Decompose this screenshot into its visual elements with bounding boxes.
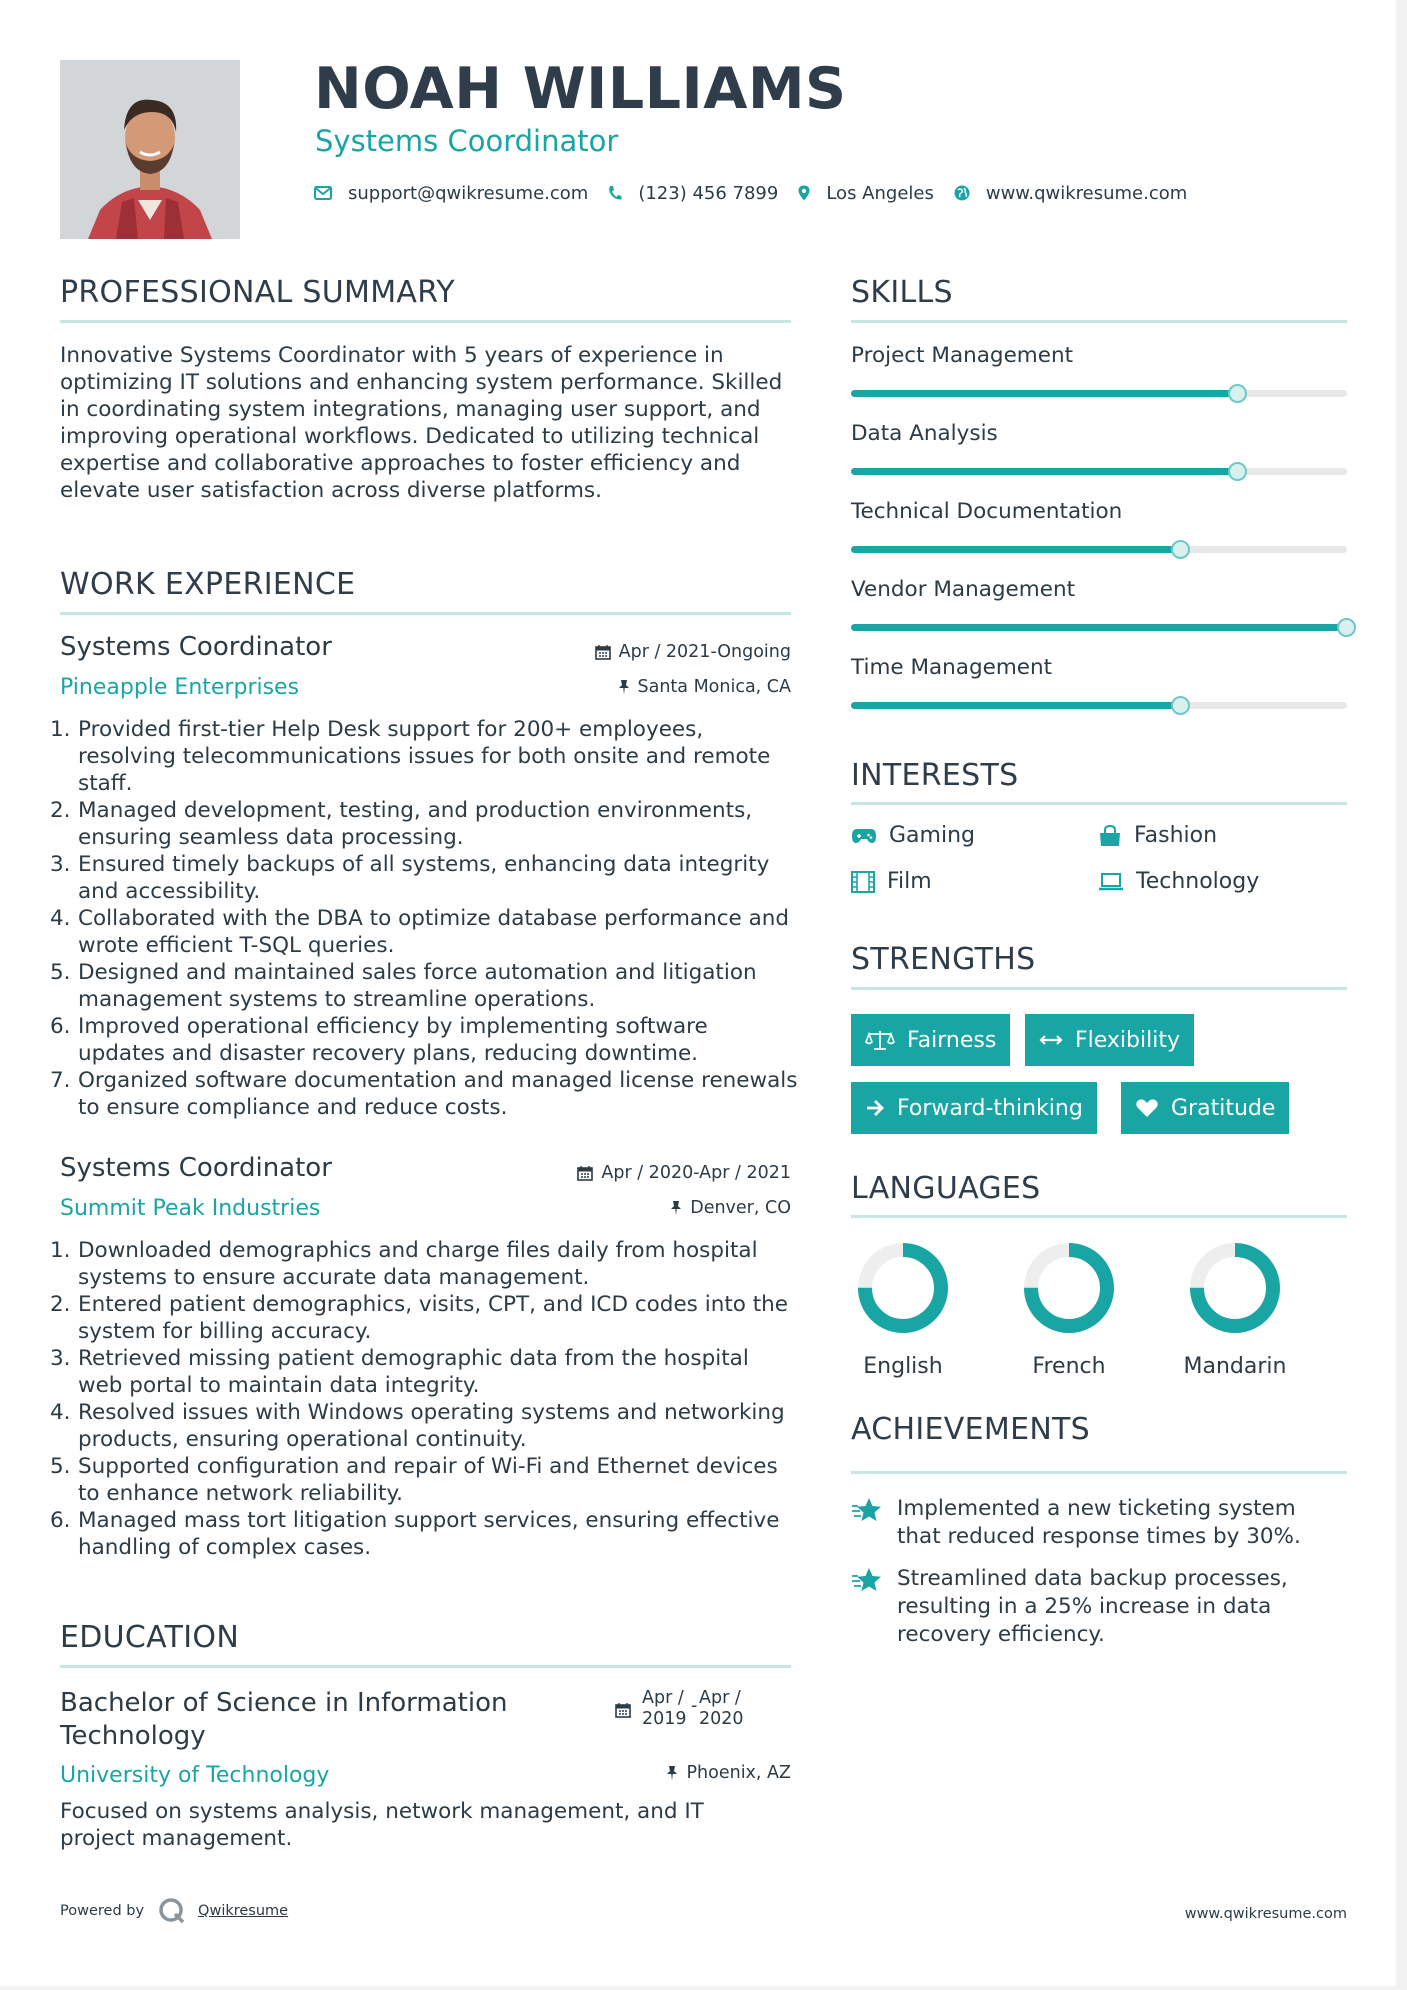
star-icon (851, 1497, 883, 1523)
achievements-heading: ACHIEVEMENTS (851, 1412, 1091, 1447)
contact-website[interactable] (954, 183, 1187, 204)
bullet-text: Entered patient demographics, visits, CPT, and ICD codes into the system for billing accuracy. (78, 1292, 789, 1344)
education-heading: EDUCATION (60, 1620, 240, 1655)
interest-label: Technology (1136, 869, 1260, 894)
calendar-icon (615, 1702, 631, 1718)
interest-label: Fashion (1134, 823, 1218, 848)
list-item: 2. Entered patient demographics, visits, CPT, and ICD codes into the system for billing accuracy. (50, 1292, 789, 1344)
contact-bar (314, 178, 1207, 208)
interest-item (1098, 869, 1259, 894)
job-dates (577, 1163, 791, 1183)
skills-divider (851, 320, 1347, 323)
qwikresume-logo-icon (158, 1897, 186, 1925)
envelope-icon (314, 186, 332, 200)
strength-badge (1121, 1082, 1289, 1134)
job-location (618, 677, 792, 697)
education-end (699, 1688, 744, 1730)
bullet-text: Ensured timely backups of all systems, enhancing data integrity and accessibility. (78, 852, 770, 904)
education-location-text: Phoenix, AZ (686, 1763, 791, 1783)
list-item: 5. Supported configuration and repair of Wi-Fi and Ethernet devices to enhance network reliability. (50, 1454, 778, 1506)
skill-label: Technical Documentation (851, 499, 1123, 524)
job-dates (595, 642, 791, 662)
education-divider (60, 1665, 791, 1668)
skill-bar-handle (1228, 462, 1247, 481)
bullet-text: Retrieved missing patient demographic data from the hospital web portal to maintain data integrity. (78, 1346, 749, 1398)
strength-badge (851, 1082, 1097, 1134)
strength-badge (851, 1014, 1010, 1066)
gamepad-icon (851, 827, 877, 845)
company-name: Summit Peak Industries (60, 1196, 321, 1221)
language-item (1180, 1242, 1290, 1379)
strengths-heading: STRENGTHS (851, 942, 1036, 977)
map-marker-icon (798, 185, 810, 201)
education-start (642, 1688, 687, 1730)
globe-icon (954, 185, 970, 201)
interest-item (851, 823, 975, 848)
candidate-title: Systems Coordinator (315, 124, 619, 158)
job-location-text: Santa Monica, CA (637, 677, 791, 697)
list-item: 6. Managed mass tort litigation support services, ensuring effective handling of complex cases. (50, 1508, 780, 1560)
language-gauge (1189, 1242, 1281, 1334)
pushpin-icon (670, 1200, 682, 1216)
job-location-text: Denver, CO (690, 1198, 791, 1218)
star-icon (851, 1567, 883, 1593)
list-item: 2. Managed development, testing, and production environments, ensuring seamless data processing. (50, 798, 753, 850)
summary-heading: PROFESSIONAL SUMMARY (60, 275, 456, 310)
list-item: 3. Retrieved missing patient demographic data from the hospital web portal to maintain data integrity. (50, 1346, 749, 1398)
language-label: French (1032, 1354, 1106, 1379)
skills-heading: SKILLS (851, 275, 953, 310)
strength-label: Flexibility (1075, 1027, 1180, 1053)
list-item: 3. Ensured timely backups of all systems, enhancing data integrity and accessibility. (50, 852, 770, 904)
film-icon (851, 871, 875, 893)
language-gauge (857, 1242, 949, 1334)
job-dates-text: Apr / 2020-Apr / 2021 (601, 1163, 791, 1183)
heart-icon (1135, 1098, 1159, 1118)
skill-bar-fill (851, 468, 1238, 475)
bullet-text: Provided first-tier Help Desk support for 200+ employees, resolving telecommunications issues for both onsite and remote staff. (78, 717, 771, 796)
interest-label: Gaming (889, 823, 975, 848)
language-gauge (1023, 1242, 1115, 1334)
skill-bar-fill (851, 390, 1238, 397)
bullet-text: Managed mass tort litigation support services, ensuring effective handling of complex cases. (78, 1508, 780, 1560)
skill-bar-handle (1171, 540, 1190, 559)
degree-line-2: Technology (60, 1721, 206, 1751)
interests-divider (851, 802, 1347, 805)
bullet-text: Improved operational efficiency by implementing software updates and disaster recovery plans, reducing downtime. (78, 1014, 708, 1066)
pushpin-icon (618, 679, 630, 695)
job-title: Systems Coordinator (60, 632, 332, 662)
location-text: Los Angeles (826, 182, 934, 204)
school-name: University of Technology (60, 1763, 330, 1788)
person-photo-icon (60, 60, 240, 239)
arrows-horizontal-icon (1039, 1033, 1063, 1047)
summary-divider (60, 320, 791, 323)
skill-bar (851, 546, 1347, 553)
interest-item (851, 869, 932, 894)
balance-scale-icon (865, 1029, 895, 1051)
footer-powered-by (60, 1897, 288, 1925)
interest-item (1098, 823, 1217, 848)
strengths-divider (851, 987, 1347, 990)
start-month: Apr / (642, 1688, 684, 1708)
skill-bar-handle (1337, 618, 1356, 637)
company-name: Pineapple Enterprises (60, 675, 300, 700)
job-title: Systems Coordinator (60, 1153, 332, 1183)
skill-label: Project Management (851, 343, 1074, 368)
list-item: 7. Organized software documentation and managed license renewals to ensure compliance and reduce costs. (50, 1068, 798, 1120)
calendar-icon (577, 1165, 593, 1181)
profile-photo (60, 60, 240, 239)
bullet-text: Collaborated with the DBA to optimize database performance and wrote efficient T-SQL queries. (78, 906, 790, 958)
languages-heading: LANGUAGES (851, 1171, 1041, 1206)
end-year: 2020 (699, 1709, 744, 1729)
website-text: www.qwikresume.com (985, 182, 1188, 204)
job-dates-text: Apr / 2021-Ongoing (618, 642, 791, 662)
language-label: Mandarin (1183, 1354, 1287, 1379)
achievement-item (851, 1565, 1321, 1649)
list-item: 5. Designed and maintained sales force automation and litigation management systems to streamline operations. (50, 960, 757, 1012)
bullet-text: Supported configuration and repair of Wi-Fi and Ethernet devices to enhance network reliability. (78, 1454, 778, 1506)
footer-url[interactable]: www.qwikresume.com (1184, 1906, 1347, 1922)
powered-by-text: Powered by (60, 1903, 145, 1919)
laptop-icon (1098, 873, 1124, 891)
achievement-text: Streamlined data backup processes, resulting in a 25% increase in data recovery efficiency. (897, 1566, 1288, 1647)
contact-email[interactable] (314, 183, 588, 204)
strength-badge (1025, 1014, 1194, 1066)
skill-bar-handle (1228, 384, 1247, 403)
bullet-text: Resolved issues with Windows operating systems and networking products, ensuring operational continuity. (78, 1400, 785, 1452)
education-description: Focused on systems analysis, network management, and IT project management. (60, 1799, 704, 1851)
skill-label: Time Management (851, 655, 1053, 680)
degree-title (60, 1687, 580, 1753)
degree-line-1: Bachelor of Science in Information (60, 1688, 508, 1718)
language-label: English (863, 1354, 943, 1379)
strength-label: Forward-thinking (897, 1095, 1083, 1121)
calendar-icon (595, 644, 611, 660)
skill-bar (851, 624, 1347, 631)
email-text: support@qwikresume.com (348, 182, 589, 204)
skill-label: Vendor Management (851, 577, 1075, 602)
achievement-item (851, 1495, 1321, 1551)
shopping-bag-icon (1098, 825, 1122, 847)
bullet-text: Organized software documentation and managed license renewals to ensure compliance and reduce costs. (78, 1068, 798, 1120)
skill-bar-fill (851, 546, 1181, 553)
bullet-text: Designed and maintained sales force automation and litigation management systems to streamline operations. (78, 960, 757, 1012)
languages-divider (851, 1215, 1347, 1218)
job-bullets (50, 1237, 800, 1561)
phone-icon (608, 185, 622, 201)
achievement-text: Implemented a new ticketing system that reduced response times by 30%. (897, 1496, 1301, 1549)
summary-text: Innovative Systems Coordinator with 5 years of experience in optimizing IT solutions and enhancing system performance. Skilled in coordinating system integrations, managing user support, and improving operational workflows. Dedicated to utilizing technical expertise and collaborative approaches to foster efficiency and elevate user satisfaction across diverse platforms. (60, 343, 783, 503)
job-bullets (50, 716, 800, 1121)
skill-bar (851, 702, 1347, 709)
education-location (666, 1763, 791, 1783)
strength-label: Fairness (907, 1027, 997, 1053)
experience-divider (60, 612, 791, 615)
skill-bar-fill (851, 624, 1347, 631)
phone-text: (123) 456 7899 (638, 182, 779, 204)
start-year: 2019 (642, 1709, 687, 1729)
language-item (848, 1242, 958, 1379)
date-dash: - (691, 1696, 698, 1716)
contact-phone[interactable] (608, 183, 778, 204)
candidate-name: NOAH WILLIAMS (314, 56, 847, 122)
experience-heading: WORK EXPERIENCE (60, 567, 356, 602)
pushpin-icon (666, 1765, 678, 1781)
list-item: 4. Collaborated with the DBA to optimize database performance and wrote efficient T-SQL queries. (50, 906, 790, 958)
contact-location (798, 183, 934, 204)
skill-label: Data Analysis (851, 421, 998, 446)
job-location (670, 1198, 791, 1218)
list-item: 1. Downloaded demographics and charge files daily from hospital systems to ensure accurate data management. (50, 1238, 758, 1290)
skill-bar (851, 468, 1347, 475)
interest-label: Film (887, 869, 932, 894)
bullet-text: Managed development, testing, and production environments, ensuring seamless data processing. (78, 798, 753, 850)
arrow-right-icon (865, 1099, 885, 1117)
bullet-text: Downloaded demographics and charge files daily from hospital systems to ensure accurate data management. (78, 1238, 758, 1290)
list-item: 4. Resolved issues with Windows operating systems and networking products, ensuring operational continuity. (50, 1400, 785, 1452)
footer-brand-link[interactable]: Qwikresume (198, 1903, 289, 1919)
skill-bar-handle (1171, 696, 1190, 715)
end-month: Apr / (699, 1688, 741, 1708)
list-item: 1. Provided first-tier Help Desk support for 200+ employees, resolving telecommunications issues for both onsite and remote staff. (50, 717, 771, 796)
skill-bar-fill (851, 702, 1181, 709)
language-item (1014, 1242, 1124, 1379)
interests-heading: INTERESTS (851, 758, 1019, 793)
skill-bar (851, 390, 1347, 397)
list-item: 6. Improved operational efficiency by implementing software updates and disaster recovery plans, reducing downtime. (50, 1014, 708, 1066)
achievements-divider (851, 1471, 1347, 1474)
strength-label: Gratitude (1171, 1095, 1276, 1121)
